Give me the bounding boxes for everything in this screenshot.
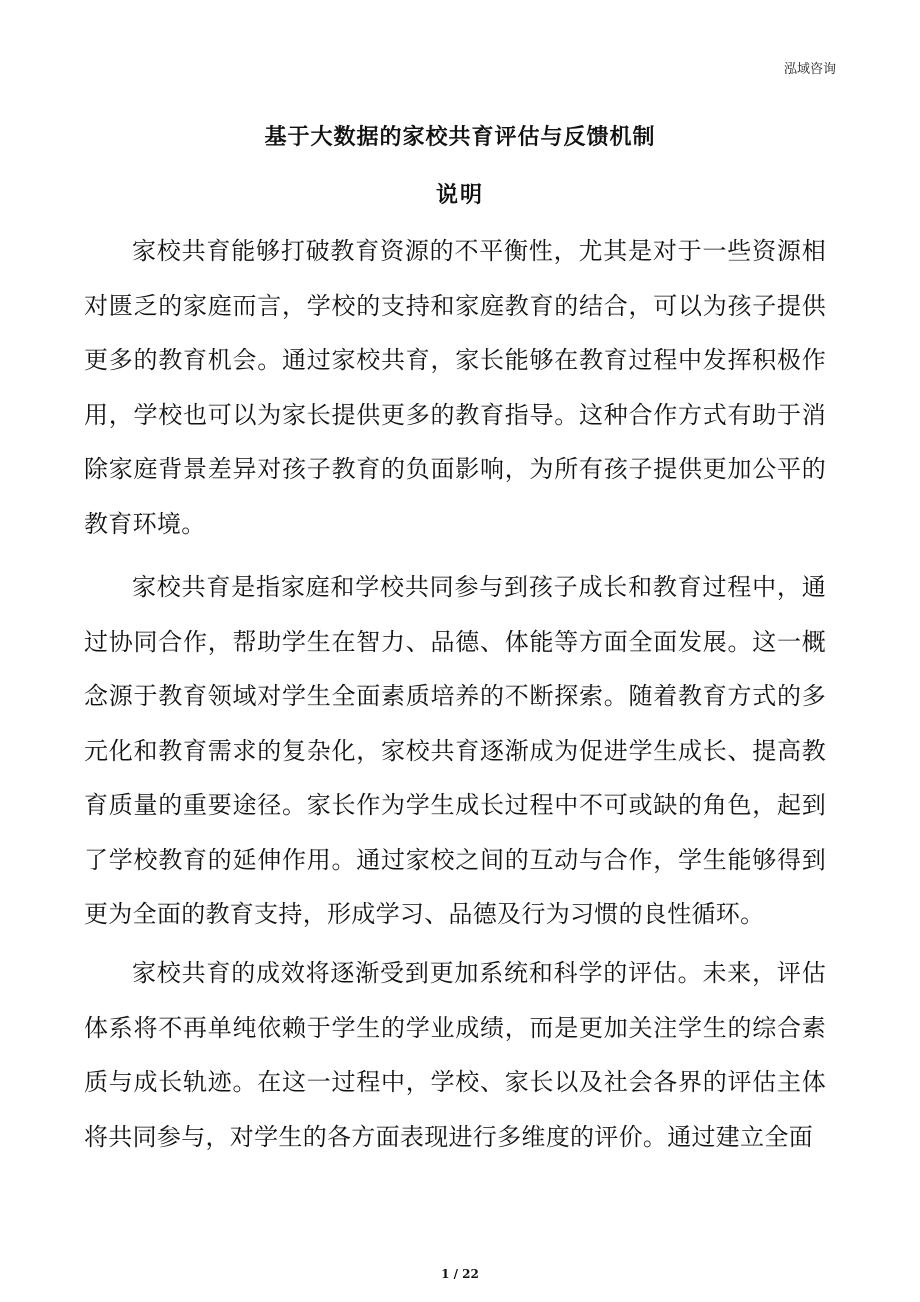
paragraph-2: 家校共育是指家庭和学校共同参与到孩子成长和教育过程中，通过协同合作，帮助学生在智力、品德、体能等方面全面发展。这一概念源于教育领域对学生全面素质培养的不断探索。随着教育方式的多元化和教育需求的复杂化，家校共育逐渐成为促进学生成长、提高教育质量的重要途径。家长作为学生成长过程中不可或缺的角色，起到了学校教育的延伸作用。通过家校之间的互动与合作，学生能够得到更为全面的教育支持，形成学习、品德及行为习惯的良性循环。 <box>84 573 826 928</box>
section-heading: 说明 <box>435 183 484 208</box>
document-title: 基于大数据的家校共育评估与反馈机制 <box>264 125 656 150</box>
paragraph-1: 家校共育能够打破教育资源的不平衡性，尤其是对于一些资源相对匮乏的家庭而言，学校的支持和家庭教育的结合，可以为孩子提供更多的教育机会。通过家校共育，家长能够在教育过程中发挥积极作用，学校也可以为家长提供更多的教育指导。这种合作方式有助于消除家庭背景差异对孩子教育的负面影响，为所有孩子提供更加公平的教育环境。 <box>84 237 826 538</box>
paragraph-3: 家校共育的成效将逐渐受到更加系统和科学的评估。未来，评估体系将不再单纯依赖于学生的学业成绩，而是更加关注学生的综合素质与成长轨迹。在这一过程中，学校、家长以及社会各界的评估主体将共同参与，对学生的各方面表现进行多维度的评价。通过建立全面 <box>84 959 826 1151</box>
company-header: 泓域咨询 <box>783 62 836 77</box>
page-number: 1 / 22 <box>441 1267 479 1281</box>
